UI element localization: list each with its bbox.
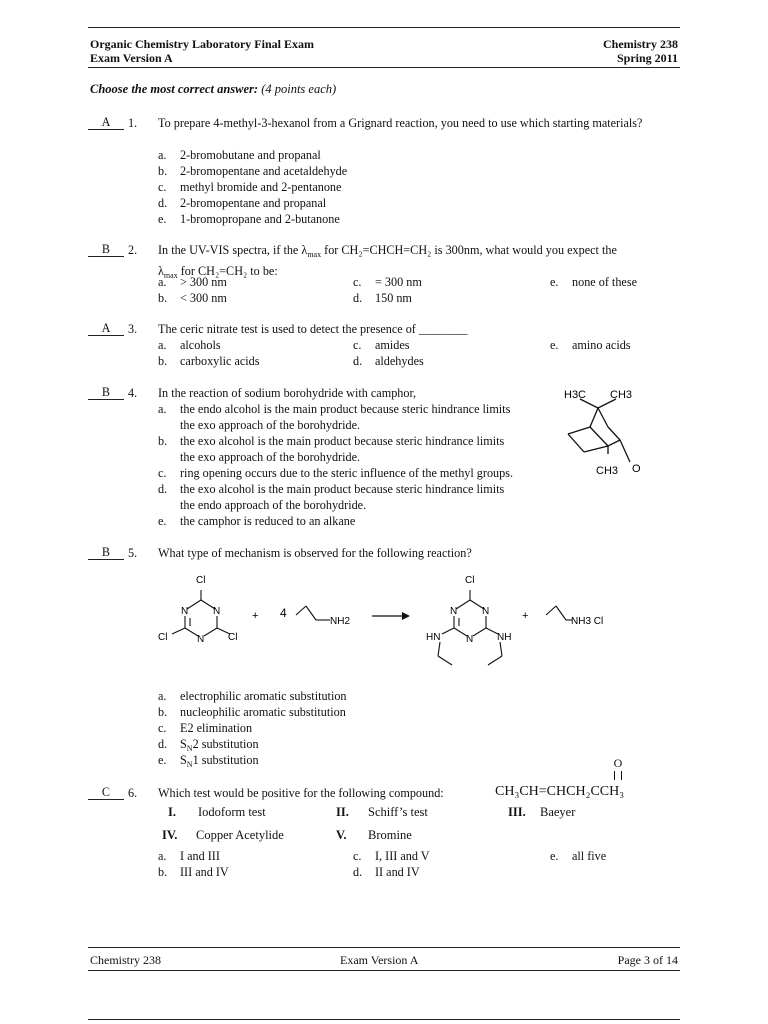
- question-1: [88, 115, 688, 227]
- camphor-structure: [560, 382, 660, 482]
- option-c: c. = 300 nm: [353, 275, 422, 289]
- option-b: b. < 300 nm: [158, 291, 227, 305]
- question-5-options: [88, 688, 688, 768]
- option-c: c. methyl bromide and 2-pentanone: [158, 180, 342, 194]
- exam-version: Exam Version A: [90, 51, 173, 65]
- footer-bottom-rule: [88, 970, 680, 971]
- option-b: b. III and IV: [158, 865, 229, 879]
- nh-label: NH: [497, 632, 512, 643]
- option-a: a. 2-bromobutane and propanal: [158, 148, 321, 162]
- header-bottom-rule: [88, 67, 680, 68]
- cl-label: Cl: [158, 632, 168, 643]
- answer-blank: B: [88, 242, 124, 257]
- n-label: N: [466, 634, 474, 645]
- cl-label: Cl: [228, 632, 238, 643]
- question-number: 3.: [128, 322, 138, 336]
- reaction-scheme: [150, 568, 620, 680]
- n-label: N: [450, 606, 458, 617]
- cl-label: Cl: [196, 575, 206, 586]
- question-number: 1.: [128, 116, 138, 130]
- answer-blank: A: [88, 115, 124, 130]
- footer-course: Chemistry 238: [90, 953, 161, 967]
- nh2-label: NH2: [330, 616, 351, 627]
- option-a: a. I and III: [158, 849, 220, 863]
- oxygen-label: O: [632, 463, 641, 475]
- question-5: [88, 545, 688, 561]
- h3c-label: H3C: [564, 389, 587, 401]
- question-text: Which test would be positive for the following compound:: [158, 786, 444, 800]
- option-b: b. nucleophilic aromatic substitution: [158, 705, 346, 719]
- compound-formula: CH₃CH=CHCH₂CCH₃: [495, 784, 625, 799]
- cl-label: Cl: [465, 575, 475, 586]
- hn-label: HN: [426, 632, 441, 643]
- footer-page: Page 3 of 14: [617, 953, 678, 967]
- option-e: e. $S_N1$ substitution: [158, 753, 259, 769]
- instructions: [90, 82, 336, 97]
- page-bottom-rule: [88, 1019, 680, 1020]
- option-b: b. the exo alcohol is the main product because steric hindrance limits the exo approach of the borohydride.: [158, 434, 505, 464]
- question-text: In the reaction of sodium borohydride with camphor,: [158, 386, 417, 400]
- option-b: b. carboxylic acids: [158, 354, 260, 368]
- test-5: V. Bromine: [336, 828, 412, 842]
- option-d: d. the exo alcohol is the main product because steric hindrance limits the endo approach of the borohydride.: [158, 482, 505, 512]
- test-3: III. Baeyer: [508, 805, 576, 819]
- option-e: e. all five: [550, 849, 607, 863]
- option-a: a. alcohols: [158, 338, 221, 352]
- footer-rule: [88, 947, 680, 948]
- reaction-arrow: [402, 612, 410, 620]
- option-c: c. E2 elimination: [158, 721, 253, 735]
- option-c: c. ring opening occurs due to the steric influence of the methyl groups.: [158, 466, 514, 480]
- option-d: d. aldehydes: [353, 354, 424, 368]
- plus-sign: +: [522, 610, 529, 622]
- option-e: e. the camphor is reduced to an alkane: [158, 514, 356, 528]
- n-label: N: [213, 606, 221, 617]
- option-d: d. 2-bromopentane and propanal: [158, 196, 327, 210]
- plus-sign: +: [252, 610, 259, 622]
- n-label: N: [181, 606, 189, 617]
- option-e: e. none of these: [550, 275, 637, 289]
- option-d: d. 150 nm: [353, 291, 412, 305]
- option-a: a. > 300 nm: [158, 275, 227, 289]
- term: Spring 2011: [616, 51, 678, 65]
- header-top-rule: [88, 27, 680, 28]
- nh3cl-label: NH3 Cl: [571, 616, 604, 627]
- carbonyl-oxygen: O: [612, 756, 624, 780]
- answer-blank: B: [88, 545, 124, 560]
- question-number: 4.: [128, 386, 138, 400]
- ch3-bottom-label: CH3: [596, 465, 619, 477]
- question-text: The ceric nitrate test is used to detect the presence of ________: [158, 322, 468, 336]
- question-number: 2.: [128, 243, 138, 257]
- question-text: What type of mechanism is observed for the following reaction?: [158, 546, 472, 560]
- exam-title: Organic Chemistry Laboratory Final Exam: [90, 37, 314, 51]
- option-a: a. electrophilic aromatic substitution: [158, 689, 347, 703]
- test-4: IV. Copper Acetylide: [162, 828, 284, 842]
- option-c: c. amides: [353, 338, 410, 352]
- question-number: 6.: [128, 786, 138, 800]
- coefficient: 4: [280, 606, 287, 620]
- option-b: b. 2-bromopentane and acetaldehyde: [158, 164, 348, 178]
- option-d: d. $S_N2$ substitution: [158, 737, 259, 753]
- test-1: I. Iodoform test: [168, 805, 266, 819]
- question-2: [88, 242, 688, 306]
- question-text: In the UV-VIS spectra, if the $\lambda_{max}$ for CH₂=CHCH=CH₂ is 300nm, what would you expect the $\lambda_{max}$ for CH₂=CH₂ to be:: [158, 243, 617, 280]
- answer-blank: B: [88, 385, 124, 400]
- instructions-points: (4 points each): [261, 82, 337, 96]
- option-a: a. the endo alcohol is the main product because steric hindrance limits the exo approach of the borohydride.: [158, 402, 511, 432]
- n-label: N: [197, 634, 205, 645]
- answer-blank: A: [88, 321, 124, 336]
- option-e: e. amino acids: [550, 338, 631, 352]
- course-name: Chemistry 238: [603, 37, 678, 51]
- option-d: d. II and IV: [353, 865, 420, 879]
- ch3-top-label: CH3: [610, 389, 633, 401]
- question-text: To prepare 4-methyl-3-hexanol from a Grignard reaction, you need to use which starting materials?: [158, 116, 643, 130]
- answer-blank: C: [88, 785, 124, 800]
- n-label: N: [482, 606, 490, 617]
- option-c: c. I, III and V: [353, 849, 430, 863]
- question-number: 5.: [128, 546, 138, 560]
- option-e: e. 1-bromopropane and 2-butanone: [158, 212, 340, 226]
- instructions-text: Choose the most correct answer:: [90, 82, 259, 96]
- footer-version: Exam Version A: [340, 953, 419, 967]
- test-2: II. Schiff’s test: [336, 805, 428, 819]
- question-3: [88, 321, 688, 369]
